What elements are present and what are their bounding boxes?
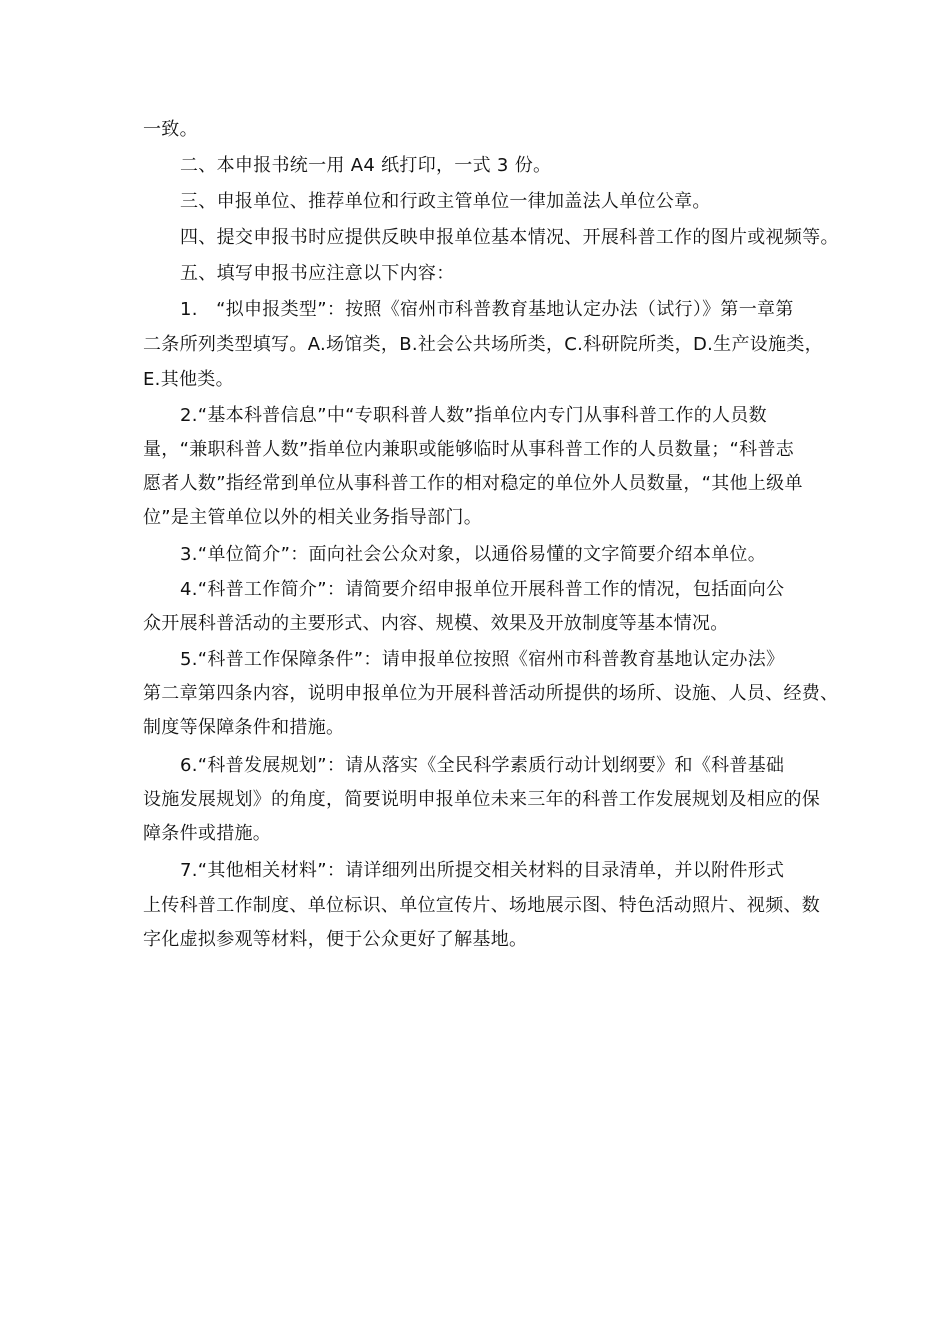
text-line: 障条件或措施。 — [143, 823, 272, 844]
text-line: 第二章第四条内容，说明申报单位为开展科普活动所提供的场所、设施、人员、经费、 — [143, 683, 839, 704]
text-line: 设施发展规划》的角度，简要说明申报单位未来三年的科普工作发展规划及相应的保 — [143, 789, 821, 810]
text-line: 上传科普工作制度、单位标识、单位宣传片、场地展示图、特色活动照片、视频、数 — [143, 895, 821, 916]
text-line: 二条所列类型填写。A.场馆类，B.社会公共场所类，C.科研院所类，D.生产设施类， — [143, 334, 823, 355]
text-line: 6.“科普发展规划”：请从落实《全民科学素质行动计划纲要》和《科普基础 — [180, 755, 785, 776]
text-line: 制度等保障条件和措施。 — [143, 717, 345, 738]
text-line: 众开展科普活动的主要形式、内容、规模、效果及开放制度等基本情况。 — [143, 613, 729, 634]
text-line: 字化虚拟参观等材料，便于公众更好了解基地。 — [143, 929, 528, 950]
text-line: 一致。 — [143, 119, 198, 140]
text-line: 愿者人数”指经常到单位从事科普工作的相对稳定的单位外人员数量，“其他上级单 — [143, 473, 803, 494]
text-line: 1. “拟申报类型”：按照《宿州市科普教育基地认定办法（试行）》第一章第 — [180, 299, 794, 320]
text-line: 3.“单位简介”：面向社会公众对象，以通俗易懂的文字简要介绍本单位。 — [180, 544, 767, 565]
text-line: 三、申报单位、推荐单位和行政主管单位一律加盖法人单位公章。 — [180, 191, 711, 212]
text-line: 四、提交申报书时应提供反映申报单位基本情况、开展科普工作的图片或视频等。 — [180, 227, 839, 248]
text-line: 二、本申报书统一用 A4 纸打印，一式 3 份。 — [180, 155, 552, 176]
text-line: 4.“科普工作简介”：请简要介绍申报单位开展科普工作的情况，包括面向公 — [180, 579, 785, 600]
text-line: 位”是主管单位以外的相关业务指导部门。 — [143, 507, 483, 528]
text-line: 量，“兼职科普人数”指单位内兼职或能够临时从事科普工作的人员数量；“科普志 — [143, 439, 795, 460]
text-line: 5.“科普工作保障条件”：请申报单位按照《宿州市科普教育基地认定办法》 — [180, 649, 785, 670]
text-line: 五、填写申报书应注意以下内容： — [180, 263, 455, 284]
text-line: 2.“基本科普信息”中“专职科普人数”指单位内专门从事科普工作的人员数 — [180, 405, 767, 426]
text-line: 7.“其他相关材料”：请详细列出所提交相关材料的目录清单，并以附件形式 — [180, 860, 785, 881]
text-line: E.其他类。 — [143, 369, 234, 390]
